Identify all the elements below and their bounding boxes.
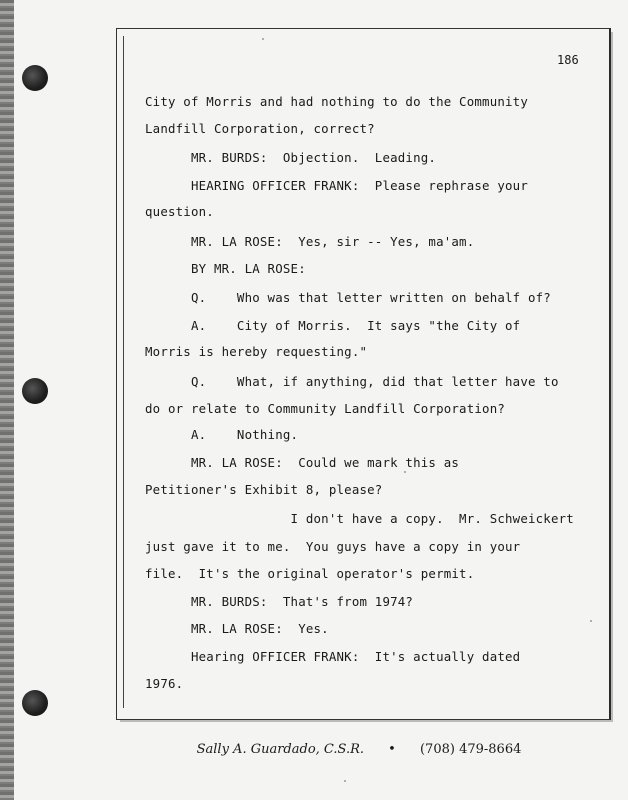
transcript-line: do or relate to Community Landfill Corporation? xyxy=(145,401,506,416)
transcript-line: A. City of Morris. It says "the City of xyxy=(145,318,521,333)
transcript-line: Q. Who was that letter written on behalf of? xyxy=(145,290,551,305)
transcript-line: HEARING OFFICER FRANK: Please rephrase your xyxy=(145,178,528,193)
transcript-line: MR. BURDS: That's from 1974? xyxy=(145,594,414,609)
transcript-line: MR. LA ROSE: Yes, sir -- Yes, ma'am. xyxy=(145,234,475,249)
scanned-binding-edge xyxy=(0,0,14,800)
transcript-line: MR. BURDS: Objection. Leading. xyxy=(145,150,437,165)
transcript-line: Morris is hereby requesting." xyxy=(145,344,368,359)
transcript-line: A. Nothing. xyxy=(145,427,299,442)
punch-hole xyxy=(22,65,48,91)
reporter-name: Sally A. Guardado, C.S.R. xyxy=(196,742,365,757)
scan-speck xyxy=(404,471,406,473)
transcript-line: 1976. xyxy=(145,676,184,691)
punch-hole xyxy=(22,690,48,716)
transcript-line: just gave it to me. You guys have a copy in your xyxy=(145,539,521,554)
page-margin-rule xyxy=(123,36,124,708)
page-number: 186 xyxy=(557,53,579,67)
footer-bullet: • xyxy=(388,742,396,757)
transcript-line: City of Morris and had nothing to do the Community xyxy=(145,94,528,109)
transcript-line: file. It's the original operator's permit. xyxy=(145,566,475,581)
transcript-line: Petitioner's Exhibit 8, please? xyxy=(145,482,383,497)
transcript-line: Landfill Corporation, correct? xyxy=(145,121,375,136)
scan-speck xyxy=(262,38,264,40)
transcript-line: I don't have a copy. Mr. Schweickert xyxy=(145,511,574,526)
punch-hole xyxy=(22,378,48,404)
transcript-line: MR. LA ROSE: Could we mark this as xyxy=(145,455,460,470)
transcript-line: Q. What, if anything, did that letter have to xyxy=(145,374,559,389)
transcript-line: Hearing OFFICER FRANK: It's actually dated xyxy=(145,649,521,664)
scan-speck xyxy=(590,620,592,622)
scan-speck xyxy=(344,780,346,782)
transcript-line: question. xyxy=(145,204,214,219)
reporter-phone: (708) 479-8664 xyxy=(419,742,522,757)
transcript-line: BY MR. LA ROSE: xyxy=(145,261,306,276)
reporter-footer xyxy=(0,742,628,757)
transcript-line: MR. LA ROSE: Yes. xyxy=(145,621,329,636)
